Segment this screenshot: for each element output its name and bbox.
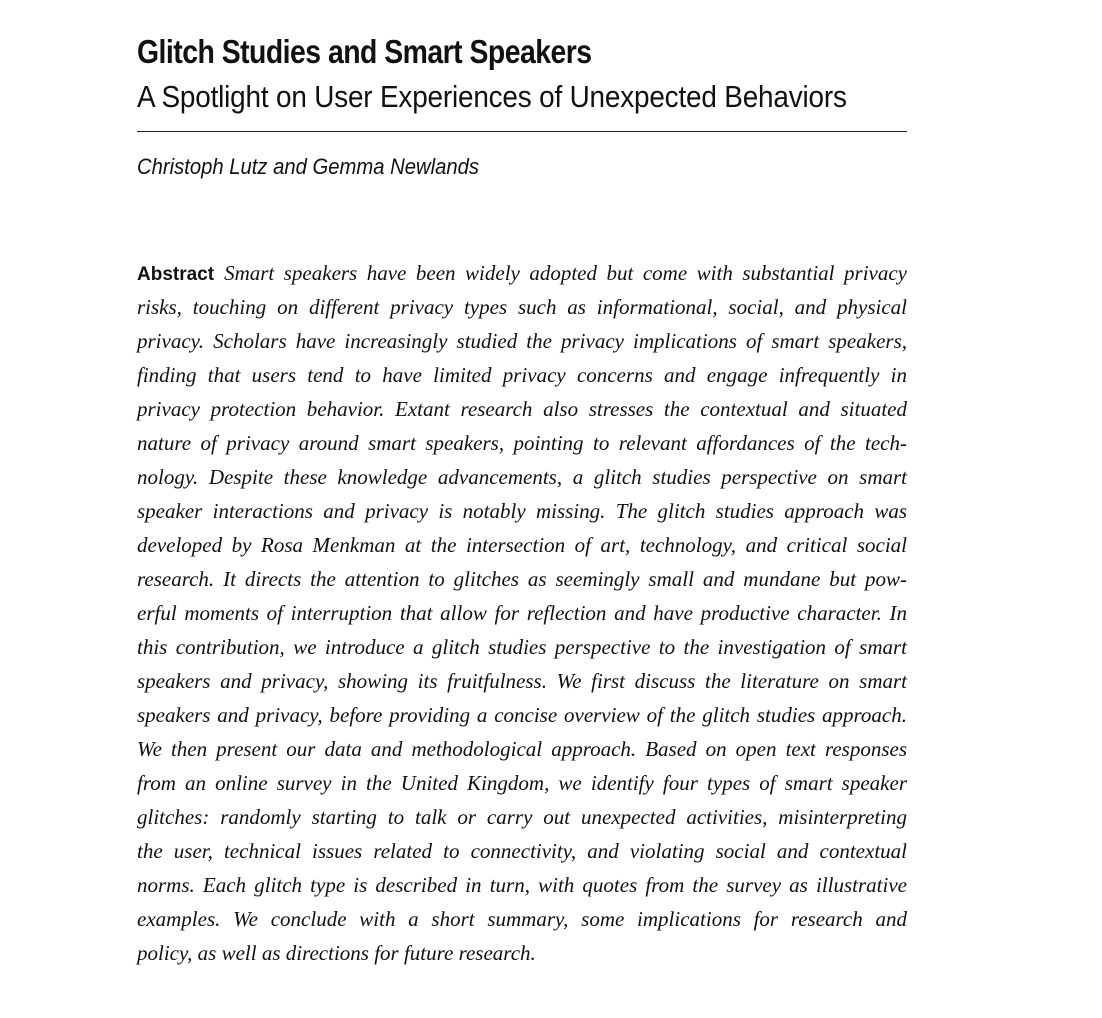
article-authors: Christoph Lutz and Gemma Newlands (137, 154, 479, 179)
abstract-line: from an online survey in the United Kingdom, we identify four types of smart speaker (137, 771, 907, 795)
abstract-line: speakers and privacy, before providing a concise overview of the glitch studies approach. (137, 703, 907, 727)
abstract (137, 256, 907, 970)
abstract-line: examples. We conclude with a short summary, some implications for research and (137, 907, 907, 931)
abstract-line: We then present our data and methodological approach. Based on open text responses (137, 737, 907, 761)
abstract-line: speakers and privacy, showing its fruitfulness. We first discuss the literature on smart (137, 669, 907, 693)
title-divider (137, 131, 907, 132)
article-subtitle: A Spotlight on User Experiences of Unexpected Behaviors (137, 79, 847, 114)
abstract-line: nology. Despite these knowledge advancements, a glitch studies perspective on smart (137, 465, 907, 489)
abstract-line: nature of privacy around smart speakers, pointing to relevant affordances of the tech- (137, 431, 907, 455)
abstract-line: risks, touching on different privacy types such as informational, social, and physical (137, 295, 907, 319)
abstract-line: erful moments of interruption that allow for reflection and have productive character. In (137, 601, 907, 625)
abstract-line: finding that users tend to have limited privacy concerns and engage infrequently in (137, 363, 907, 387)
abstract-line-text: Smart speakers have been widely adopted but come with substantial privacy (224, 261, 907, 285)
abstract-label: Abstract (137, 264, 215, 285)
abstract-line: the user, technical issues related to connectivity, and violating social and contextual (137, 839, 907, 863)
article-header-page (137, 30, 907, 970)
article-title: Glitch Studies and Smart Speakers (137, 33, 592, 70)
abstract-line: speaker interactions and privacy is notably missing. The glitch studies approach was (137, 499, 907, 523)
abstract-line: policy, as well as directions for future research. (137, 941, 536, 965)
abstract-line: this contribution, we introduce a glitch studies perspective to the investigation of smart (137, 635, 907, 659)
abstract-line (137, 256, 907, 290)
abstract-line: norms. Each glitch type is described in turn, with quotes from the survey as illustrative (137, 873, 907, 897)
abstract-line: research. It directs the attention to glitches as seemingly small and mundane but pow- (137, 567, 907, 591)
abstract-line: developed by Rosa Menkman at the intersection of art, technology, and critical social (137, 533, 907, 557)
abstract-line: privacy protection behavior. Extant research also stresses the contextual and situated (137, 397, 907, 421)
abstract-line: privacy. Scholars have increasingly studied the privacy implications of smart speakers, (137, 329, 907, 353)
abstract-line: glitches: randomly starting to talk or carry out unexpected activities, misinterpreting (137, 805, 907, 829)
